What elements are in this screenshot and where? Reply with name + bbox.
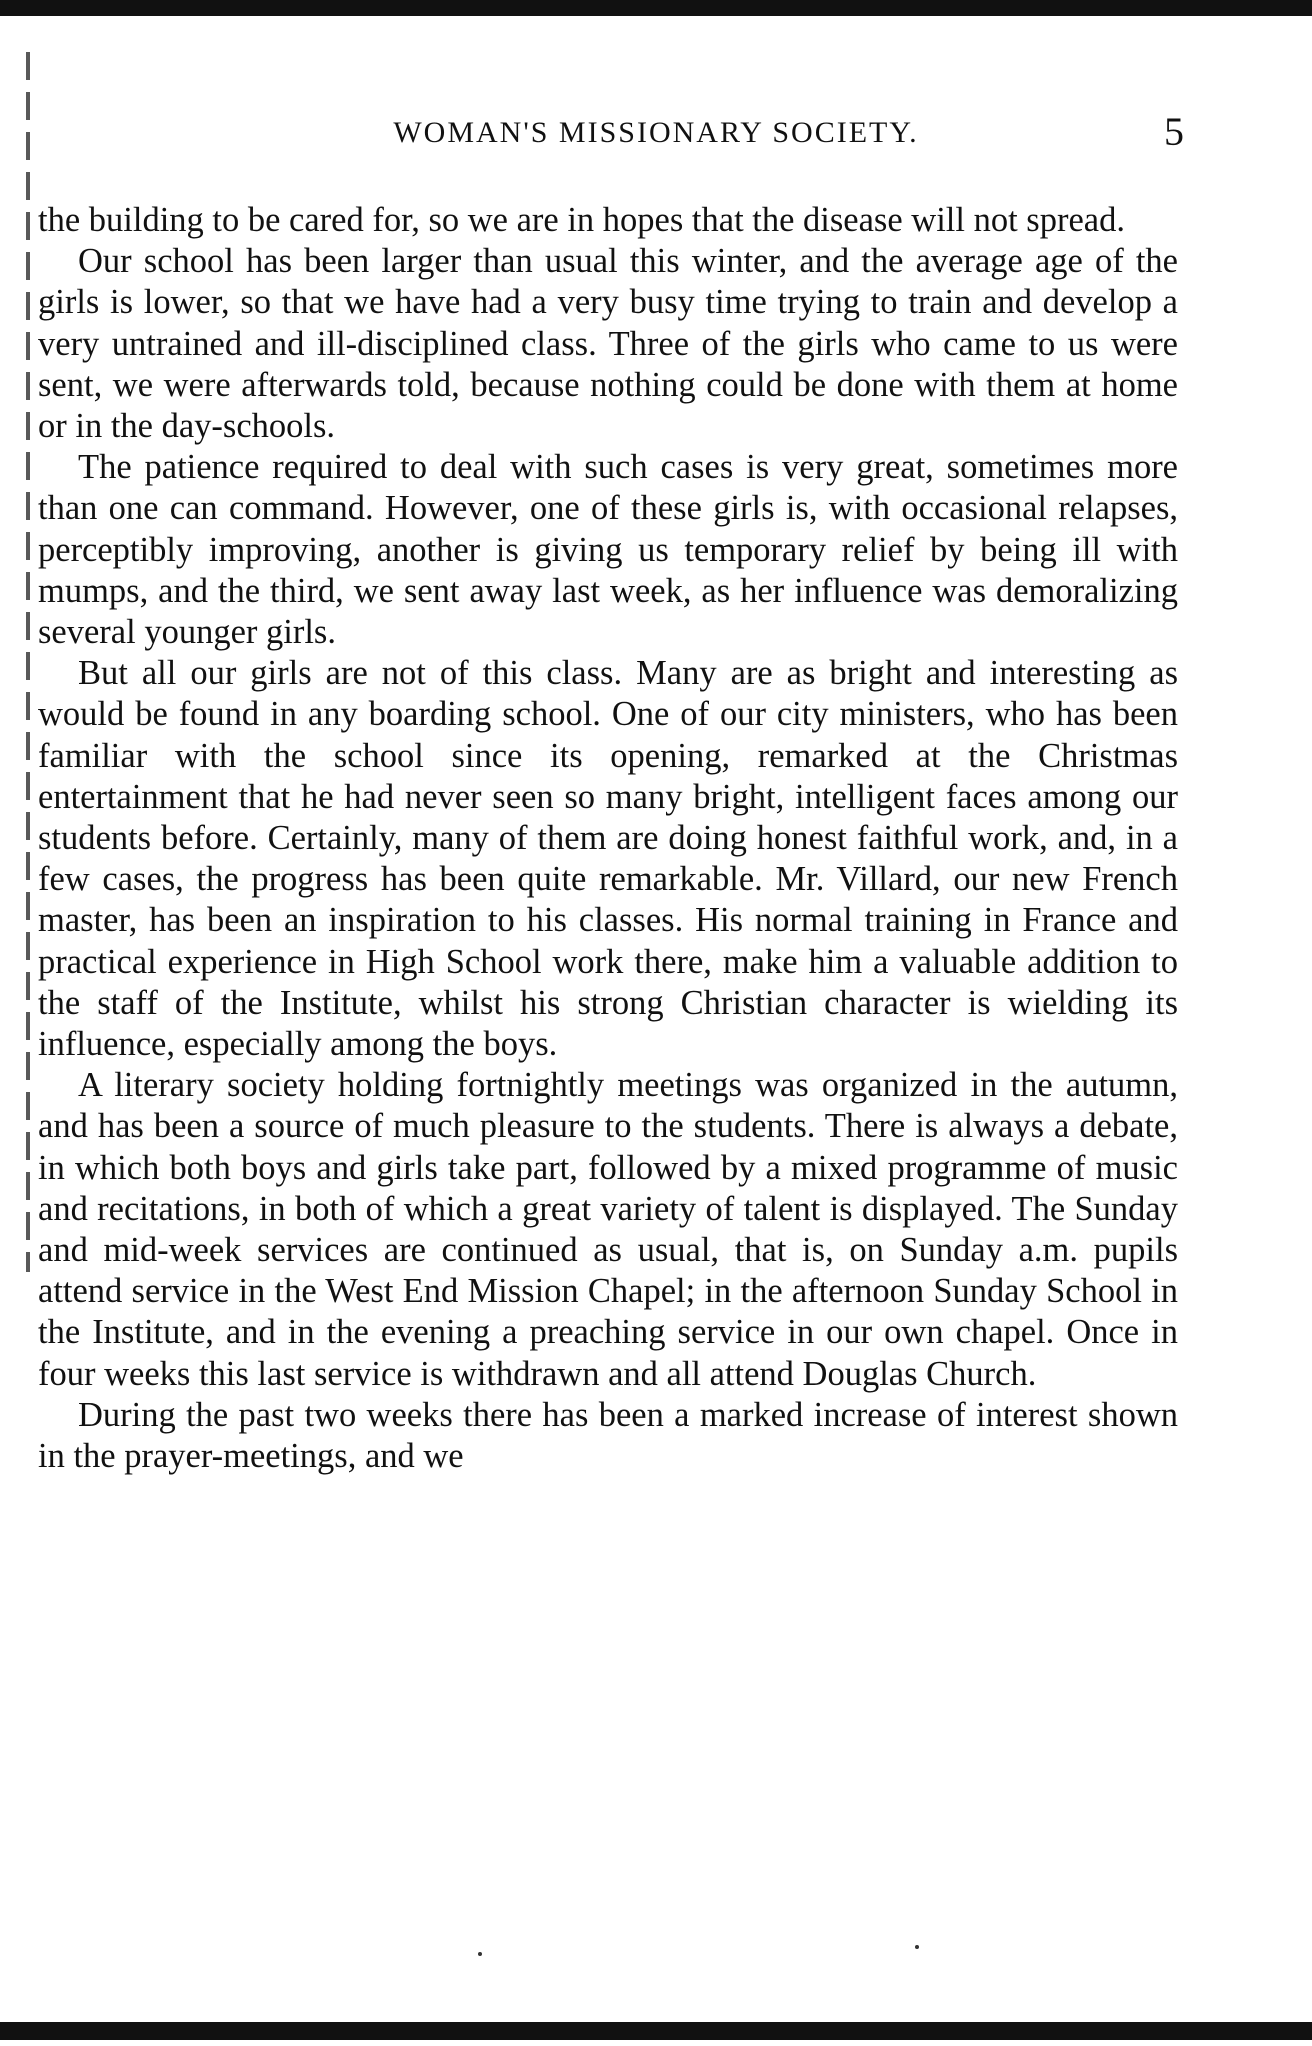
print-speck: [478, 1952, 482, 1956]
paragraph-6: During the past two weeks there has been a marked increase of interest shown in the prayer-meetings, and we: [38, 1395, 1178, 1476]
paragraph-1: the building to be cared for, so we are in hopes that the disease will not spread.: [38, 201, 1125, 239]
top-border-rule: [0, 0, 1312, 16]
running-head: WOMAN'S MISSIONARY SOCIETY.: [393, 116, 919, 149]
paragraph-2: Our school has been larger than usual this winter, and the average age of the girls is lower, so that we have had a very busy time trying to train and develop a very untrained and ill-disciplined class. Three of the girls who came to us were sent, we were afterwards told, because nothing could be done with them at home or in the day-schools.: [38, 242, 1178, 446]
page-number: 5: [1164, 109, 1184, 154]
body-text: [38, 200, 1178, 1477]
paragraph-4: But all our girls are not of this class. Many are as bright and interesting as would be found in any boarding school. One of our city ministers, who has been familiar with the school since its opening, remarked at the Christmas entertainment that he had never seen so many bright, intelligent faces among our students before. Certainly, many of them are doing honest faithful work, and, in a few cases, the progress has been quite remarkable. Mr. Villard, our new French master, has been an inspiration to his classes. His normal training in France and practical experience in High School work there, make him a valuable addition to the staff of the Institute, whilst his strong Christian character is wielding its influence, especially among the boys.: [38, 654, 1178, 1064]
bottom-border-rule: [0, 2022, 1312, 2040]
print-speck: [915, 1945, 919, 1949]
paragraph-5: A literary society holding fortnightly meetings was organized in the autumn, and has been a source of much pleasure to the students. There is always a debate, in which both boys and girls take part, followed by a mixed programme of music and recitations, in both of which a great variety of talent is displayed. The Sunday and mid-week services are continued as usual, that is, on Sunday a.m. pupils attend service in the West End Mission Chapel; in the afternoon Sunday School in the Institute, and in the evening a preaching service in our own chapel. Once in four weeks this last service is withdrawn and all attend Douglas Church.: [38, 1066, 1178, 1393]
page-header: [0, 108, 1312, 168]
left-margin-binding-marks: [26, 52, 30, 1272]
paragraph-3: The patience required to deal with such cases is very great, sometimes more than one can command. However, one of these girls is, with occasional relapses, perceptibly improving, another is giving us temporary relief by being ill with mumps, and the third, we sent away last week, as her influence was demoralizing several younger girls.: [38, 448, 1178, 652]
